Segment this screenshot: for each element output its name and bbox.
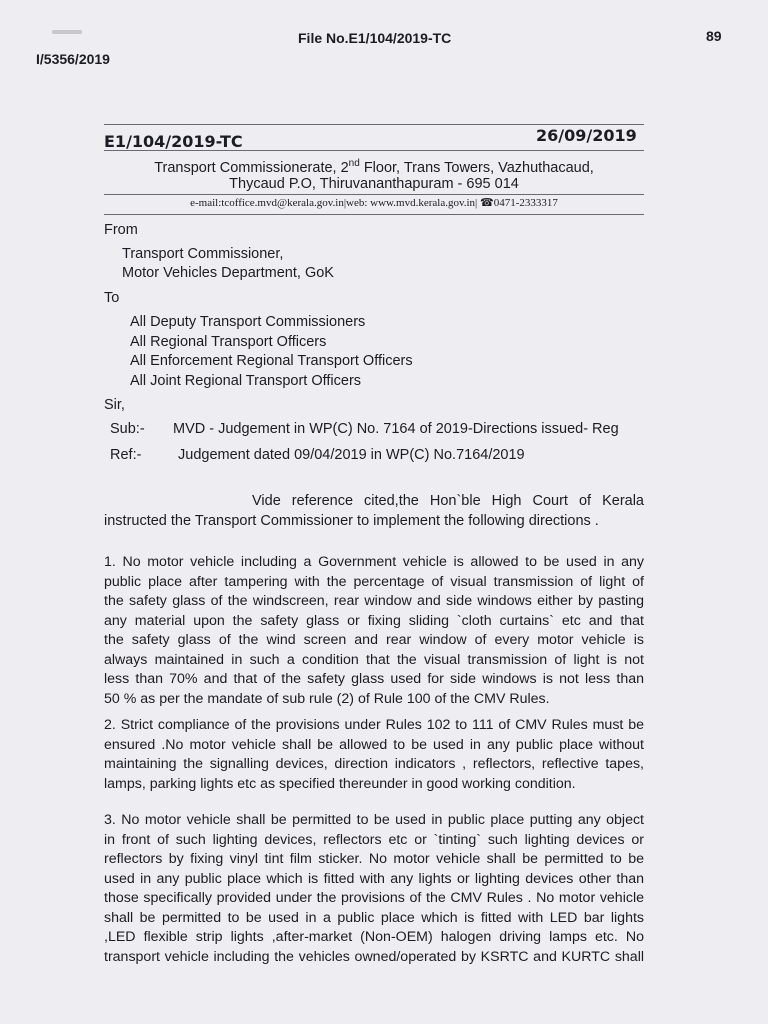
salutation: Sir, [104, 397, 125, 413]
address-text: Transport Commissionerate, 2 [154, 159, 349, 176]
paragraph-line: always maintained in such a condition that the visual transmission of light is not [104, 651, 644, 668]
paragraph-line: 2. Strict compliance of the provisions under Rules 102 to 111 of CMV Rules must be [104, 717, 644, 733]
letterhead-rule-3 [104, 194, 644, 195]
paragraph-line: less than 70% and that of the safety glass used for side windows is not less than [104, 671, 644, 687]
recipient-line: All Enforcement Regional Transport Officers [130, 353, 413, 369]
paragraph-line: the safety glass of the wind screen and rear window of every motor vehicle is [104, 632, 644, 648]
subject-text: MVD - Judgement in WP(C) No. 7164 of 2019-Directions issued- Reg [173, 421, 619, 437]
paragraph-3 [104, 811, 644, 967]
letterhead-rule-2 [104, 150, 644, 151]
paragraph-2 [104, 716, 644, 794]
reference-text: Judgement dated 09/04/2019 in WP(C) No.7164/2019 [178, 447, 525, 463]
office-address-line2: Thycaud P.O, Thiruvananthapuram - 695 014 [229, 176, 519, 192]
paragraph-line: the safety glass of the windscreen, rear window and side windows either by pasting [104, 593, 644, 609]
from-label: From [104, 222, 138, 238]
paragraph-line: shall be permitted to be used in a public place which is fitted with LED bar lights [104, 909, 644, 926]
letterhead-top-rule [104, 124, 644, 125]
letterhead-bottom-rule [104, 214, 644, 215]
office-contact: e-mail:tcoffice.mvd@kerala.gov.in|web: www.mvd.kerala.gov.in| ☎0471-2333317 [190, 197, 558, 209]
to-label: To [104, 290, 120, 306]
paragraph-1 [104, 553, 644, 709]
paragraph-line: 50 % as per the mandate of sub rule (2) of Rule 100 of the CMV Rules. [104, 690, 550, 707]
reference-number: E1/104/2019-TC [104, 132, 243, 151]
scan-smudge [52, 30, 82, 34]
paragraph-line: in front of such lighting devices, reflectors etc or `tinting` such lighting devices or [104, 831, 644, 848]
paragraph-line: those specifically provided under the provisions of the CMV Rules . No motor vehicle [104, 890, 644, 906]
page-number: 89 [706, 28, 722, 44]
intro-line2: instructed the Transport Commissioner to implement the following directions . [104, 513, 599, 529]
sender-line: Transport Commissioner, [122, 246, 284, 262]
paragraph-line: maintaining the signalling devices, direction indicators , reflectors, reflective tapes, [104, 756, 644, 772]
paragraph-line: reflectors by fixing vinyl tint film sticker. No motor vehicle shall be permitted to be [104, 851, 644, 867]
ordinal-suffix: nd [348, 158, 360, 169]
paragraph-line: 1. No motor vehicle including a Government vehicle is allowed to be used in any [104, 554, 644, 570]
paragraph-line: public place after tampering with the percentage of visual transmission of light of [104, 573, 644, 590]
recipient-line: All Deputy Transport Commissioners [130, 314, 366, 330]
sender-line: Motor Vehicles Department, GoK [122, 265, 334, 281]
subject-label: Sub:- [110, 421, 145, 437]
inward-number: I/5356/2019 [36, 51, 110, 67]
recipient-line: All Regional Transport Officers [130, 334, 327, 350]
paragraph-line: lamps, parking lights etc as specified thereunder in good working condition. [104, 775, 576, 792]
paragraph-line: used in any public place which is fitted with any lights or lighting devices other than [104, 870, 644, 887]
reference-label: Ref:- [110, 447, 142, 463]
paragraph-line: any material upon the safety glass or fixing sliding `cloth curtains` etc and that [104, 612, 644, 629]
paragraph-line: ensured .No motor vehicle shall be allowed to be used in any public place without [104, 736, 644, 753]
paragraph-line: 3. No motor vehicle shall be permitted to be used in public place putting any object [104, 812, 644, 828]
file-number: File No.E1/104/2019-TC [298, 30, 452, 46]
paragraph-line: transport vehicle including the vehicles owned/operated by KSRTC and KURTC shall [104, 948, 644, 965]
recipient-line: All Joint Regional Transport Officers [130, 373, 362, 389]
letter-date: 26/09/2019 [536, 126, 637, 145]
intro-line1: Vide reference cited,the Hon`ble High Court of Kerala [252, 493, 644, 509]
paragraph-line: ,LED flexible strip lights ,after-market (Non-OEM) halogen driving lamps etc. No [104, 929, 644, 945]
address-text: Floor, Trans Towers, Vazhuthacaud, [359, 159, 594, 176]
